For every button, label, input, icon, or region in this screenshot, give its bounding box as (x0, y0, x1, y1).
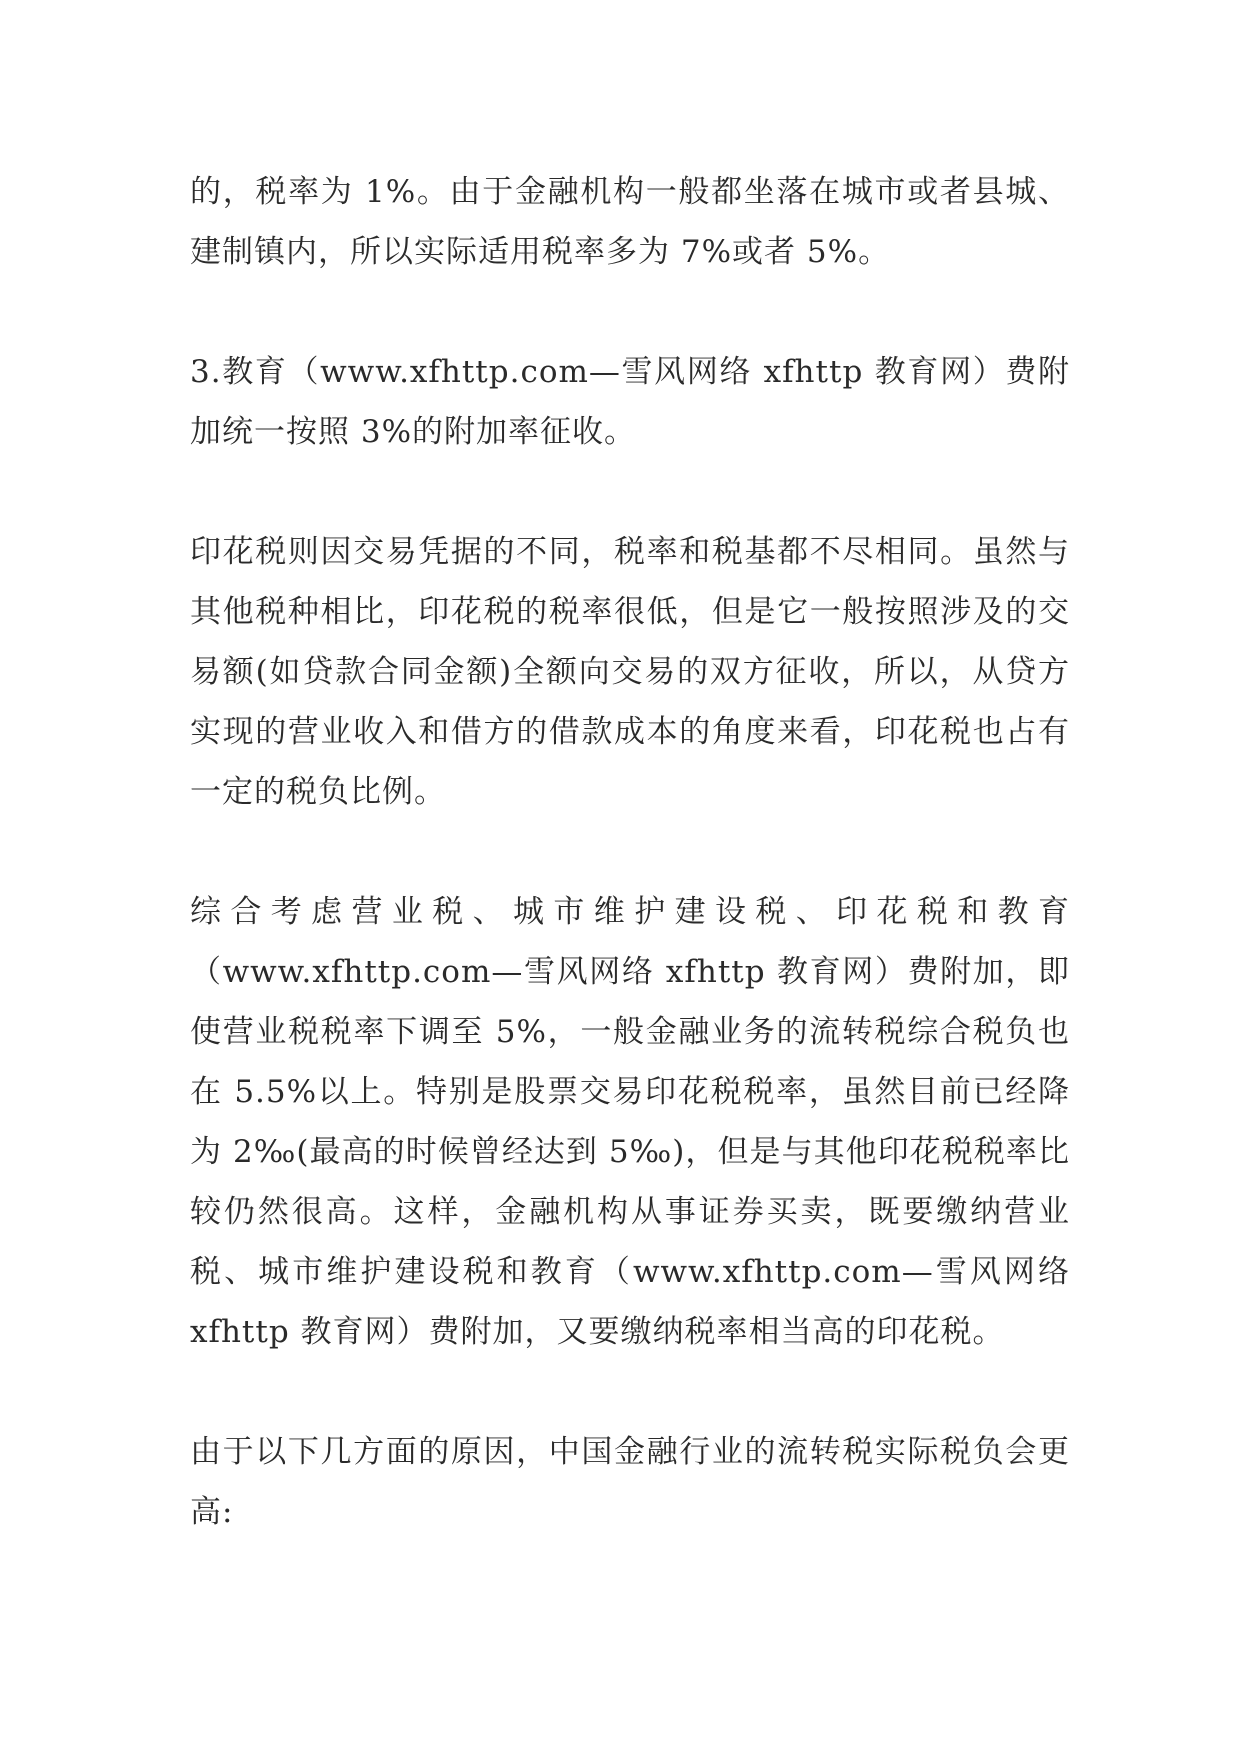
paragraph-higher-burden-reasons: 由于以下几方面的原因，中国金融行业的流转税实际税负会更高: (190, 1434, 1070, 1530)
paragraph-combined-tax-burden: 综合考虑营业税、城市维护建设税、印花税和教育（www.xfhttp.com—雪风网络 xfhttp 教育网）费附加，即使营业税税率下调至 5%，一般金融业务的流转税综合税负也在 5.5%以上。特别是股票交易印花税税率，虽然目前已经降为 2‰(最高的时候曾经达到 5‰)，但是与其他印花税税率比较仍然很高。这样，金融机构从事证券买卖，既要缴纳营业税、城市维护建设税和教育（www.xfhttp.com—雪风网络 xfhttp 教育网）费附加，又要缴纳税率相当高的印花税。 (190, 894, 1070, 1350)
paragraph-stamp-tax: 印花税则因交易凭据的不同，税率和税基都不尽相同。虽然与其他税种相比，印花税的税率很低，但是它一般按照涉及的交易额(如贷款合同金额)全额向交易的双方征收，所以，从贷方实现的营业收入和借方的借款成本的角度来看，印花税也占有一定的税负比例。 (190, 534, 1070, 810)
paragraph-tax-rate-continuation: 的，税率为 1%。由于金融机构一般都坐落在城市或者县城、建制镇内，所以实际适用税率多为 7%或者 5%。 (190, 174, 1070, 270)
document-body (190, 162, 1070, 1542)
paragraph-education-surcharge: 3.教育（www.xfhttp.com—雪风网络 xfhttp 教育网）费附加统一按照 3%的附加率征收。 (190, 354, 1070, 450)
